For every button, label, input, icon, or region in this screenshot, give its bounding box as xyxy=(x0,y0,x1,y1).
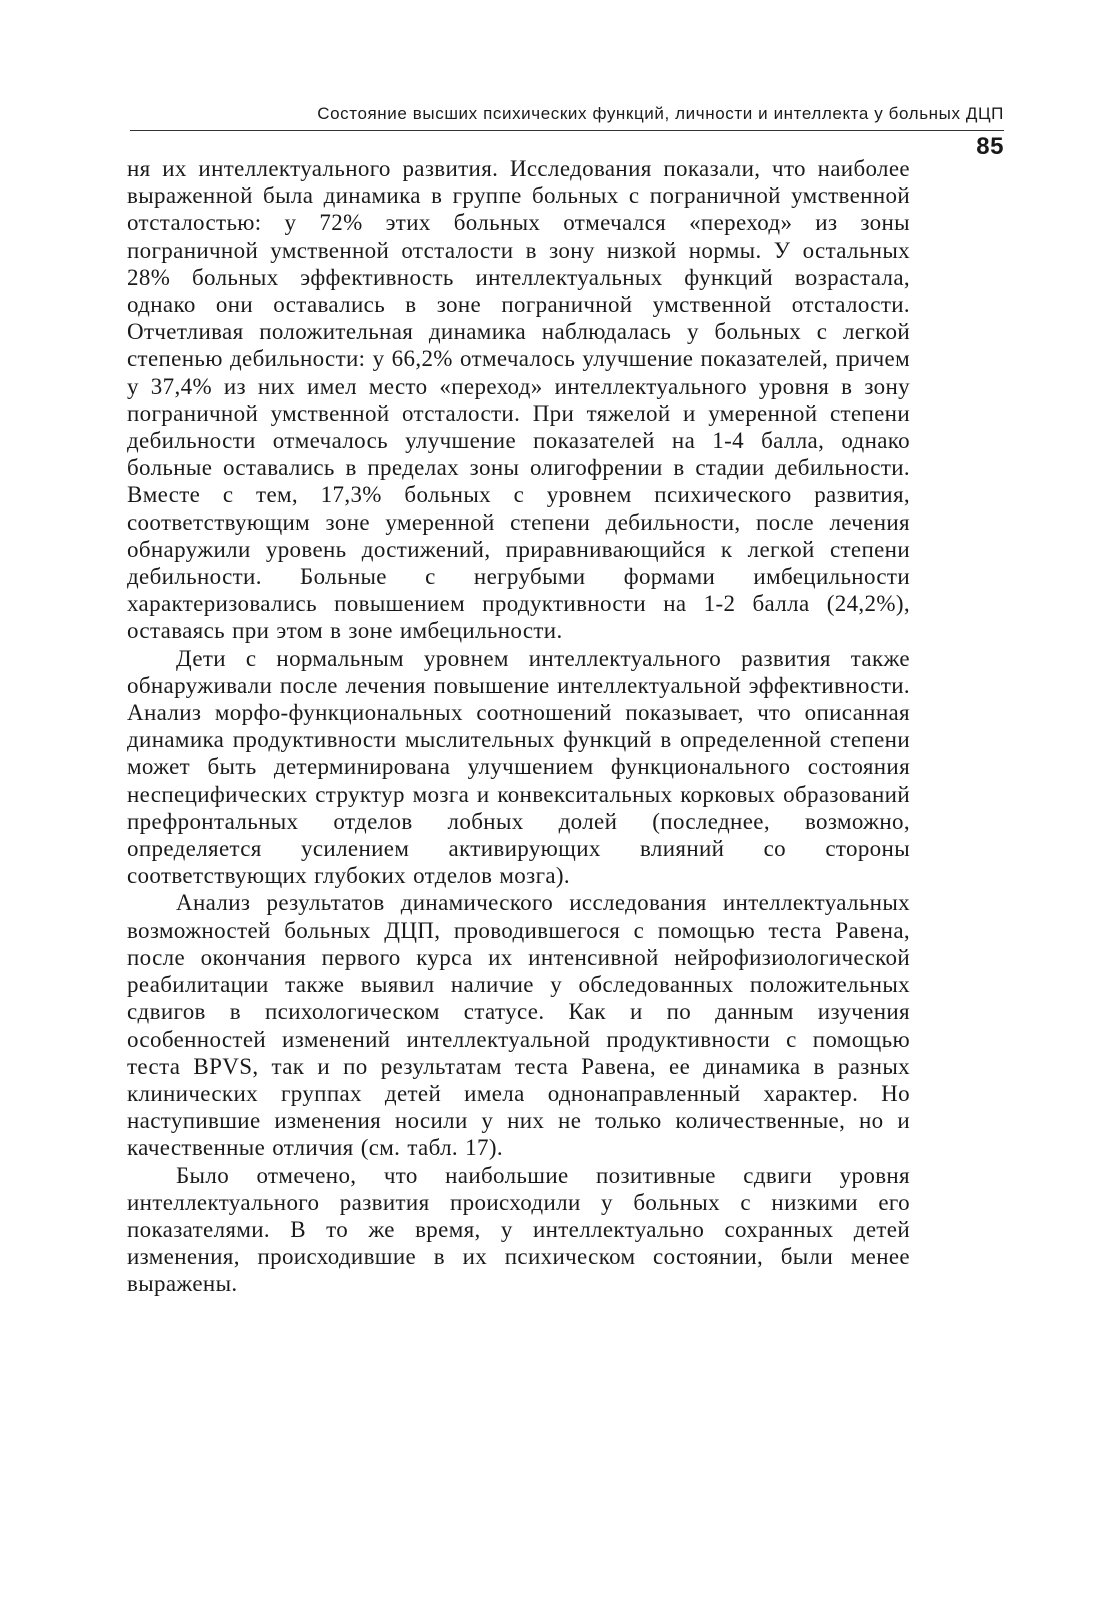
paragraph: Было отмечено, что наибольшие позитивные сдвиги уровня интеллектуального развития происходили у больных с низкими его показателями. В то же время, у интеллектуально сохранных детей изменения, происходившие в их психическом состоянии, были менее выражены. xyxy=(127,1162,910,1297)
paragraph: ня их интеллектуального развития. Исследования показали, что наиболее выраженной была динамика в группе больных с пограничной умственной отсталостью: у 72% этих больных отмечался «переход» из зоны пограничной умственной отсталости в зону низкой нормы. У остальных 28% больных эффективность интеллектуальных функций возрастала, однако они оставались в зоне пограничной умственной отсталости. Отчетливая положительная динамика наблюдалась у больных с легкой степенью дебильности: у 66,2% отмечалось улучшение показателей, причем у 37,4% из них имел место «переход» интеллектуального уровня в зону пограничной умственной отсталости. При тяжелой и умеренной степени дебильности отмечалось улучшение показателей на 1-4 балла, однако больные оставались в пределах зоны олигофрении в стадии дебильности. Вместе с тем, 17,3% больных с уровнем психического развития, соответствующим зоне умеренной степени дебильности, после лечения обнаружили уровень достижений, приравнивающийся к легкой степени дебильности. Больные с негрубыми формами имбецильности характеризовались повышением продуктивности на 1-2 балла (24,2%), оставаясь при этом в зоне имбецильности. xyxy=(127,156,910,644)
header-rule xyxy=(130,130,1004,131)
page-number: 85 xyxy=(976,133,1004,160)
running-header: Состояние высших психических функций, личности и интеллекта у больных ДЦП xyxy=(317,104,1004,123)
body-text xyxy=(127,155,910,1298)
paragraph: Анализ результатов динамического исследования интеллектуальных возможностей больных ДЦП, проводившегося с помощью теста Равена, после окончания первого курса их интенсивной нейрофизиологической реабилитации также выявил наличие у обследованных положительных сдвигов в психологическом статусе. Как и по данным изучения особенностей изменений интеллектуальной продуктивности с помощью теста BPVS, так и по результатам теста Равена, ее динамика в разных клинических группах детей имела однонаправленный характер. Но наступившие изменения носили у них не только количественные, но и качественные отличия (см. табл. 17). xyxy=(127,890,910,1161)
paragraph: Дети с нормальным уровнем интеллектуального развития также обнаруживали после лечения повышение интеллектуальной эффективности. Анализ морфо-функциональных соотношений показывает, что описанная динамика продуктивности мыслительных функций в определенной степени может быть детерминирована улучшением функционального состояния неспецифических структур мозга и конвекситальных корковых образований префронтальных отделов лобных долей (последнее, возможно, определяется усилением активирующих влияний со стороны соответствующих глубоких отделов мозга). xyxy=(127,645,910,889)
